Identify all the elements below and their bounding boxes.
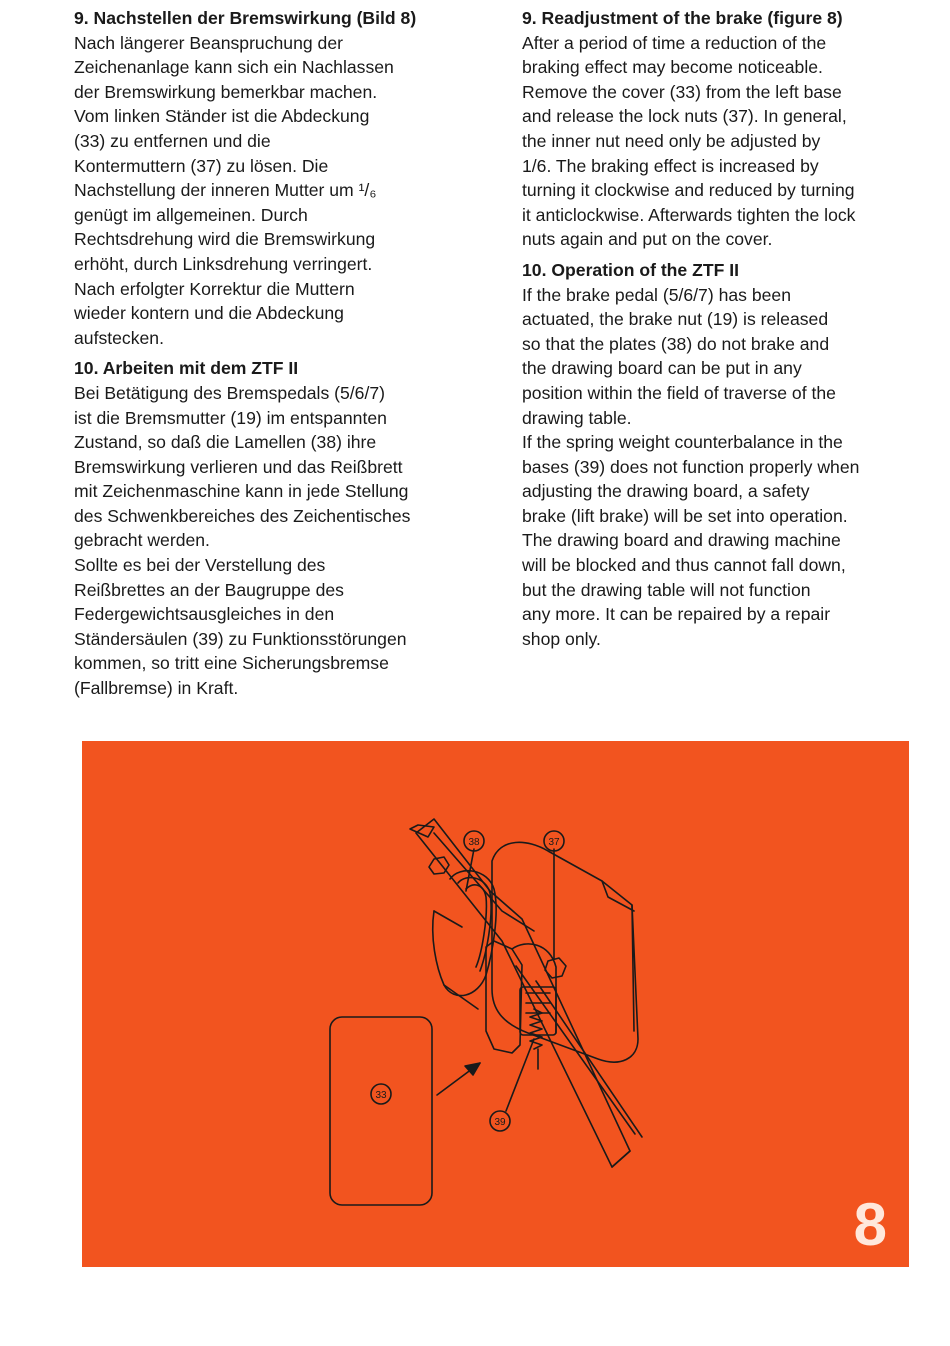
text-line: Kontermuttern (37) zu lösen. Die <box>74 155 329 176</box>
section-10-body-de <box>74 381 466 701</box>
text-line: genügt im allgemeinen. Durch <box>74 204 308 225</box>
callout-37-label: 37 <box>548 837 560 848</box>
figure-number: 8 <box>853 1191 887 1258</box>
callout-38 <box>464 831 484 851</box>
text-line: it anticlockwise. Afterwards tighten the lock <box>522 204 856 225</box>
english-column <box>522 6 914 651</box>
text-line: Federgewichtsausgleiches in den <box>74 604 335 625</box>
text-line: Sollte es bei der Verstellung des <box>74 555 326 576</box>
text-line: Vom linken Ständer ist die Abdeckung <box>74 106 370 127</box>
text-line: brake (lift brake) will be set into operation. <box>522 505 848 526</box>
text-line: (33) zu entfernen und die <box>74 130 271 151</box>
text-line: the drawing board can be put in any <box>522 358 802 379</box>
text-line: Ständersäulen (39) zu Funktionsstörungen <box>74 628 407 649</box>
text-line: ist die Bremsmutter (19) im entspannten <box>74 407 387 428</box>
text-line: 1/6. The braking effect is increased by <box>522 155 819 176</box>
section-10-heading-en: 10. Operation of the ZTF II <box>522 259 740 280</box>
text-line: Zeichenanlage kann sich ein Nachlassen <box>74 57 394 78</box>
text-line: kommen, so tritt eine Sicherungsbremse <box>74 653 389 674</box>
section-9-heading-en: 9. Readjustment of the brake (figure 8) <box>522 8 843 28</box>
section-9-heading-de: 9. Nachstellen der Bremswirkung (Bild 8) <box>74 8 417 28</box>
callout-38-label: 38 <box>468 837 480 848</box>
cover-panel <box>330 1017 432 1205</box>
text-line: aufstecken. <box>74 327 164 348</box>
text-line: Nach erfolgter Korrektur die Muttern <box>74 278 355 299</box>
section-10-heading-de: 10. Arbeiten mit dem ZTF II <box>74 358 299 379</box>
text-line: so that the plates (38) do not brake and <box>522 333 830 354</box>
text-line: (Fallbremse) in Kraft. <box>74 678 239 699</box>
text-line: adjusting the drawing board, a safety <box>522 481 810 502</box>
section-9-body-en <box>522 31 914 252</box>
text-line: Remove the cover (33) from the left base <box>522 81 842 102</box>
section-10-body-en <box>522 283 914 652</box>
text-line: Bei Betätigung des Bremspedals (5/6/7) <box>74 382 386 403</box>
text-line: wieder kontern und die Abdeckung <box>74 303 344 324</box>
section-9-body-de <box>74 31 466 351</box>
text-line: turning it clockwise and reduced by turning <box>522 180 855 201</box>
callout-33 <box>371 1084 391 1104</box>
text-line: will be blocked and thus cannot fall down, <box>522 555 846 576</box>
text-line: Reißbrettes an der Baugruppe des <box>74 579 344 600</box>
base-column <box>416 819 630 1167</box>
text-line: Zustand, so daß die Lamellen (38) ihre <box>74 432 377 453</box>
text-line: If the spring weight counterbalance in the <box>522 432 843 453</box>
text-line: actuated, the brake nut (19) is released <box>522 309 829 330</box>
text-line: gebracht werden. <box>74 530 210 551</box>
text-line: and release the lock nuts (37). In general, <box>522 106 847 127</box>
text-line: bases (39) does not function properly when <box>522 456 860 477</box>
text-line: mit Zeichenmaschine kann in jede Stellung <box>74 481 409 502</box>
text-line: any more. It can be repaired by a repair <box>522 604 831 625</box>
text-line: but the drawing table will not function <box>522 579 811 600</box>
text-line: Nachstellung der inneren Mutter um ¹/₆ <box>74 180 377 201</box>
callout-39-label: 39 <box>494 1117 506 1128</box>
text-line: nuts again and put on the cover. <box>522 229 773 250</box>
text-line: Bremswirkung verlieren und das Reißbrett <box>74 456 403 477</box>
brake-assembly-drawing <box>82 741 909 1267</box>
text-line: After a period of time a reduction of the <box>522 32 827 53</box>
figure-8-brake-diagram <box>82 741 909 1267</box>
text-line: the inner nut need only be adjusted by <box>522 130 821 151</box>
text-line: The drawing board and drawing machine <box>522 530 841 551</box>
text-line: des Schwenkbereiches des Zeichentisches <box>74 505 411 526</box>
german-column <box>74 6 466 701</box>
text-line: drawing table. <box>522 407 632 428</box>
text-line: Rechtsdrehung wird die Bremswirkung <box>74 229 376 250</box>
text-line: erhöht, durch Linksdrehung verringert. <box>74 253 373 274</box>
callout-39 <box>490 1111 510 1131</box>
text-line: der Bremswirkung bemerkbar machen. <box>74 81 378 102</box>
text-line: shop only. <box>522 628 601 649</box>
callout-33-label: 33 <box>375 1090 387 1101</box>
text-line: If the brake pedal (5/6/7) has been <box>522 284 791 305</box>
text-line: braking effect may become noticeable. <box>522 57 823 78</box>
text-line: position within the field of traverse of the <box>522 382 836 403</box>
leader-39 <box>506 1039 534 1111</box>
text-line: Nach längerer Beanspruchung der <box>74 32 343 53</box>
callout-37 <box>544 831 564 851</box>
